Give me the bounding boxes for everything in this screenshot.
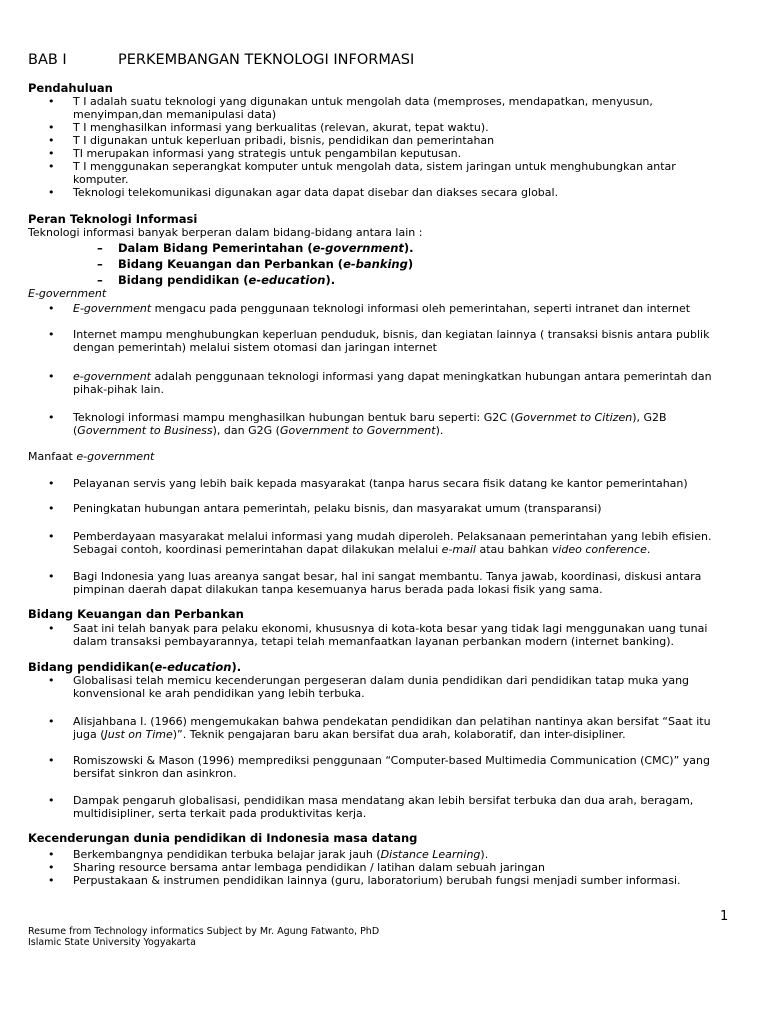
list-item: • Perpustakaan & instrumen pendidikan lainnya (guru, laboratorium) berubah fungsi menjadi sumber informasi. [0,874,733,887]
pendidikan-list [0,754,768,780]
peran-bidang-list [0,240,414,288]
keuangan-list [0,622,768,648]
footer-line: Islamic State University Yogyakarta [28,937,196,948]
chapter-title [28,51,414,69]
list-item: • T I menggunakan seperangkat komputer untuk mengolah data, sistem jaringan untuk menghubungkan antar komputer. [0,160,733,186]
chapter-number: BAB I [28,52,67,68]
list-item: – Bidang pendidikan (e-education). [0,272,414,288]
footer [28,926,379,948]
list-item: • e-government adalah penggunaan teknologi informasi yang dapat meningkatkan hubungan antara pemerintah dan pihak-pihak lain. [0,370,733,396]
egov-list [0,328,768,354]
manfaat-list [0,502,768,515]
footer-line: Resume from Technology informatics Subject by Mr. Agung Fatwanto, PhD [28,926,380,937]
list-item: • Bagi Indonesia yang luas areanya sangat besar, hal ini sangat membantu. Tanya jawab, koordinasi, diskusi antara pimpinan daerah dapat dilakukan tanpa kesemuanya harus berada pada lokasi fisik yang sama. [0,570,733,596]
pendidikan-list [0,794,768,820]
list-item: • Saat ini telah banyak para pelaku ekonomi, khususnya di kota-kota besar yang tidak lagi menggunakan uang tunai dalam transaksi pembayarannya, tetapi telah memanfaatkan layanan perbankan modern (internet banking). [0,622,733,648]
pendahuluan-list [0,95,768,199]
section-heading-pendahuluan: Pendahuluan [28,81,113,95]
page-number: 1 [720,909,729,924]
list-item: • Internet mampu menghubungkan keperluan penduduk, bisnis, dan kegiatan lainnya ( transaksi bisnis antara publik dengan pemerintah) melalui sistem otomasi dan jaringan internet [0,328,733,354]
list-item: • Pelayanan servis yang lebih baik kepada masyarakat (tanpa harus secara fisik datang ke kantor pemerintahan) [0,477,733,490]
pendidikan-list [0,715,768,741]
pendidikan-list [0,674,768,700]
list-item: • T I digunakan untuk keperluan pribadi, bisnis, pendidikan dan pemerintahan [0,134,733,147]
list-item: • E-government mengacu pada penggunaan teknologi informasi oleh pemerintahan, seperti intranet dan internet [0,302,733,315]
list-item: • T I adalah suatu teknologi yang digunakan untuk mengolah data (memproses, mendapatkan, menyusun, menyimpan,dan memanipulasi data) [0,95,733,121]
chapter-name: PERKEMBANGAN TEKNOLOGI INFORMASI [118,52,415,68]
egov-list [0,411,768,437]
list-item: – Bidang Keuangan dan Perbankan (e-banking) [0,256,414,272]
egov-list [0,302,768,315]
list-item: • Sharing resource bersama antar lembaga pendidikan / latihan dalam sebuah jaringan [0,861,733,874]
list-item: • Pemberdayaan masyarakat melalui informasi yang mudah diperoleh. Pelaksanaan pemerintahan yang lebih efisien. Sebagai contoh, koordinasi pemerintahan dapat dilakukan melalui e-mail atau bahkan video conference. [0,530,733,556]
list-item: • Romiszowski & Mason (1996) memprediksi penggunaan “Computer-based Multimedia Communication (CMC)” yang bersifat sinkron dan asinkron. [0,754,733,780]
list-item: • T I menghasilkan informasi yang berkualitas (relevan, akurat, tepat waktu). [0,121,733,134]
list-item: – Dalam Bidang Pemerintahan (e-government). [0,240,414,256]
manfaat-list [0,570,768,596]
list-item: • Peningkatan hubungan antara pemerintah, pelaku bisnis, dan masyarakat umum (transparansi) [0,502,733,515]
manfaat-label: Manfaat e-government [28,450,155,463]
list-item: • Dampak pengaruh globalisasi, pendidikan masa mendatang akan lebih bersifat terbuka dan dua arah, beragam, multidisipliner, serta terkait pada produktivitas kerja. [0,794,733,820]
egov-list [0,370,768,396]
list-item: • Berkembangnya pendidikan terbuka belajar jarak jauh (Distance Learning). [0,848,733,861]
kecenderungan-list [0,848,768,887]
list-item: • TI merupakan informasi yang strategis untuk pengambilan keputusan. [0,147,733,160]
list-item: • Teknologi telekomunikasi digunakan agar data dapat disebar dan diakses secara global. [0,186,733,199]
list-item: • Globalisasi telah memicu kecenderungan pergeseran dalam dunia pendidikan dari pendidikan tatap muka yang konvensional ke arah pendidikan yang lebih terbuka. [0,674,733,700]
manfaat-list [0,477,768,490]
list-item: • Teknologi informasi mampu menghasilkan hubungan bentuk baru seperti: G2C (Governmet to Citizen), G2B (Government to Business), dan G2G (Government to Government). [0,411,733,437]
list-item: • Alisjahbana I. (1966) mengemukakan bahwa pendekatan pendidikan dan pelatihan nantinya akan bersifat “Saat itu juga (Just on Time)”. Teknik pengajaran baru akan bersifat dua arah, kolaboratif, dan inter-disipliner. [0,715,733,741]
section-heading-pendidikan: Bidang pendidikan(e-education). [28,660,242,674]
manfaat-list [0,530,768,556]
section-heading-keuangan: Bidang Keuangan dan Perbankan [28,607,244,621]
egov-label: E-government [28,287,107,300]
section-heading-peran: Peran Teknologi Informasi [28,212,198,226]
peran-intro: Teknologi informasi banyak berperan dalam bidang-bidang antara lain : [28,226,423,239]
section-heading-kecenderungan: Kecenderungan dunia pendidikan di Indonesia masa datang [28,831,418,845]
